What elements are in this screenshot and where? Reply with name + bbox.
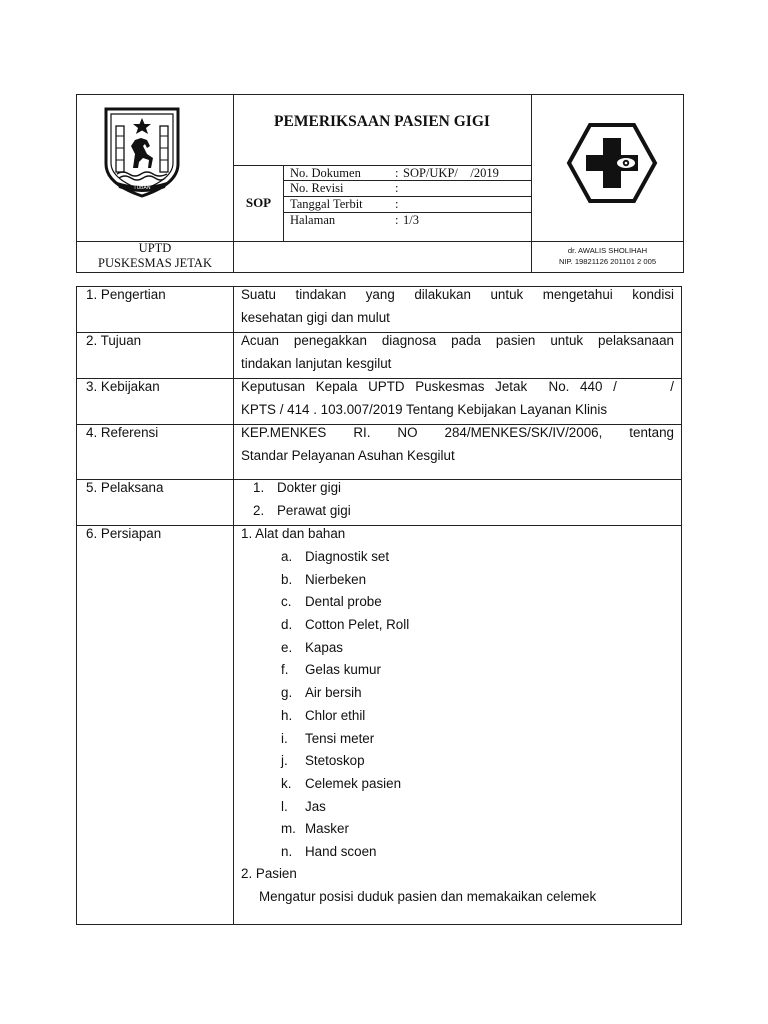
meta-sep: : <box>395 213 399 227</box>
list-text: Masker <box>305 821 349 837</box>
sop-label: SOP <box>245 195 272 210</box>
list-text: Dental probe <box>305 594 382 610</box>
meta-sep: : <box>395 181 399 195</box>
puskesmas-hexagon-logo <box>566 122 658 204</box>
kebijakan-line1: Keputusan Kepala UPTD Puskesmas Jetak No. 440 / / <box>241 379 674 394</box>
persiapan-sub1-title: 1. Alat dan bahan <box>241 526 346 541</box>
org-line2: PUSKESMAS JETAK <box>98 256 212 270</box>
signer-name: dr. AWALIS SHOLIHAH <box>567 246 648 255</box>
list-marker: d. <box>281 617 293 633</box>
meta-label: No. Dokumen <box>290 166 361 180</box>
list-text: Stetoskop <box>305 753 365 769</box>
list-marker: c. <box>281 594 292 610</box>
list-text: Cotton Pelet, Roll <box>305 617 410 633</box>
list-text: Celemek pasien <box>305 775 402 791</box>
list-marker: a. <box>281 549 293 564</box>
list-text: Tensi meter <box>305 730 375 746</box>
list-text: Air bersih <box>305 685 362 701</box>
row-label-pelaksana: 5. Pelaksana <box>86 480 164 495</box>
list-marker: n. <box>281 843 293 859</box>
regency-crest-logo <box>103 106 181 198</box>
list-marker: k. <box>281 775 292 791</box>
list-text: Gelas kumur <box>305 662 381 678</box>
tujuan-line2: tindakan lanjutan kesgilut <box>241 356 392 371</box>
org-line1: UPTD <box>138 241 172 255</box>
signer-nip: NIP. 19821126 201101 2 005 <box>558 257 657 266</box>
list-marker: f. <box>281 662 289 678</box>
meta-label: Halaman <box>290 213 336 227</box>
referensi-line1: KEP.MENKES RI. NO 284/MENKES/SK/IV/2006, tentang <box>241 425 674 440</box>
list-marker: g. <box>281 685 293 701</box>
list-marker: j. <box>281 753 288 769</box>
document-title: PEMERIKSAAN PASIEN GIGI <box>274 113 490 130</box>
list-marker: i. <box>281 730 288 746</box>
list-text: Chlor ethil <box>305 707 366 723</box>
list-text: Kapas <box>305 639 343 655</box>
meta-value: 1/3 <box>403 213 419 227</box>
row-label-kebijakan: 3. Kebijakan <box>86 379 160 394</box>
row-label-tujuan: 2. Tujuan <box>86 333 142 348</box>
meta-label: No. Revisi <box>290 181 344 195</box>
referensi-line2: Standar Pelayanan Asuhan Kesgilut <box>241 448 455 463</box>
kebijakan-line2: KPTS / 414 . 103.007/2019 Tentang Kebijakan Layanan Klinis <box>241 402 608 417</box>
persiapan-sub2-title: 2. Pasien <box>241 866 297 881</box>
row-label-pengertian: 1. Pengertian <box>86 287 166 302</box>
tujuan-line1: Acuan penegakkan diagnosa pada pasien untuk pelaksanaan <box>241 333 674 348</box>
pengertian-line1: Suatu tindakan yang dilakukan untuk mengetahui kondisi <box>241 287 674 302</box>
list-text: Diagnostik set <box>305 549 390 564</box>
list-marker: 1. <box>253 480 265 495</box>
list-text: Hand scoen <box>305 843 377 859</box>
list-text: Jas <box>305 798 326 814</box>
list-marker: b. <box>281 571 293 587</box>
list-marker: h. <box>281 707 293 723</box>
row-label-referensi: 4. Referensi <box>86 425 159 440</box>
list-marker: l. <box>281 798 288 814</box>
row-label-persiapan: 6. Persiapan <box>86 526 162 541</box>
list-text: Nierbeken <box>305 571 367 587</box>
crest-banner-text: TUBAN <box>133 185 151 191</box>
meta-sep: : <box>395 197 399 211</box>
meta-value: SOP/UKP/ /2019 <box>403 166 499 180</box>
meta-label: Tanggal Terbit <box>290 197 363 211</box>
list-marker: 2. <box>253 502 265 518</box>
list-text: Dokter gigi <box>277 480 342 495</box>
list-marker: m. <box>281 821 296 837</box>
list-text: Perawat gigi <box>277 502 351 518</box>
pengertian-line2: kesehatan gigi dan mulut <box>241 310 390 325</box>
meta-sep: : <box>395 166 399 180</box>
list-marker: e. <box>281 639 293 655</box>
persiapan-sub2-text: Mengatur posisi duduk pasien dan memakaikan celemek <box>259 889 597 904</box>
